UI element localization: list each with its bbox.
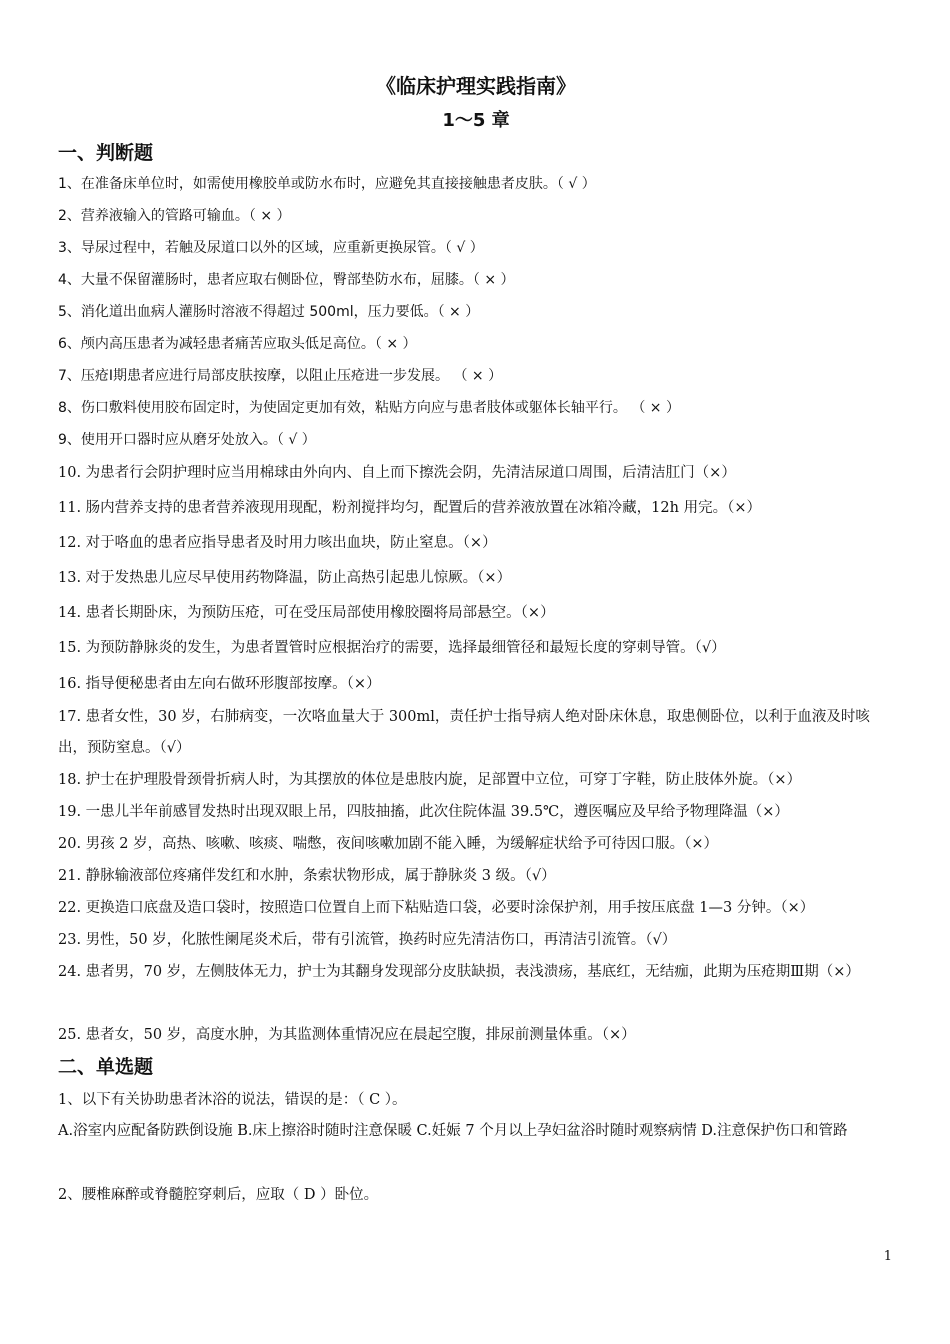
section-heading-single-choice: 二、单选题 bbox=[58, 1056, 154, 1078]
question-item: 22. 更换造口底盘及造口袋时，按照造口位置自上而下粘贴造口袋，必要时涂保护剂，用手按压底盘 1—3 分钟。（×） bbox=[58, 900, 815, 916]
question-item: 11. 肠内营养支持的患者营养液现用现配，粉剂搅拌均匀，配置后的营养液放置在冰箱冷藏，12h 用完。（×） bbox=[58, 500, 761, 516]
question-item: 6、颅内高压患者为减轻患者痛苦应取头低足高位。（ × ） bbox=[58, 336, 417, 352]
question-item: 15. 为预防静脉炎的发生，为患者置管时应根据治疗的需要，选择最细管径和最短长度的穿刺导管。（√） bbox=[58, 640, 726, 656]
question-item: 8、伤口敷料使用胶布固定时，为使固定更加有效，粘贴方向应与患者肢体或躯体长轴平行。 （ × ） bbox=[58, 400, 680, 416]
question-item: 21. 静脉输液部位疼痛伴发红和水肿，条索状物形成，属于静脉炎 3 级。（√） bbox=[58, 868, 556, 884]
question-item: 1、以下有关协助患者沐浴的说法，错误的是：（ C ）。 bbox=[58, 1092, 407, 1108]
question-options: A.浴室内应配备防跌倒设施 B.床上擦浴时随时注意保暖 C.妊娠 7 个月以上孕妇盆浴时随时观察病情 D.注意保护伤口和管路 bbox=[58, 1123, 848, 1139]
question-item: 13. 对于发热患儿应尽早使用药物降温，防止高热引起患儿惊厥。（×） bbox=[58, 570, 512, 586]
question-item: 12. 对于咯血的患者应指导患者及时用力咳出血块，防止窒息。（×） bbox=[58, 535, 497, 551]
question-item: 20. 男孩 2 岁，高热、咳嗽、咳痰、喘憋，夜间咳嗽加剧不能入睡，为缓解症状给予可待因口服。（×） bbox=[58, 836, 719, 852]
question-item: 5、消化道出血病人灌肠时溶液不得超过 500ml，压力要低。（ × ） bbox=[58, 304, 480, 320]
question-item: 2、腰椎麻醉或脊髓腔穿刺后，应取（ D ）卧位。 bbox=[58, 1187, 379, 1203]
question-item: 16. 指导便秘患者由左向右做环形腹部按摩。（×） bbox=[58, 676, 381, 692]
section-heading-true-false: 一、判断题 bbox=[58, 142, 154, 164]
question-item: 14. 患者长期卧床，为预防压疮，可在受压局部使用橡胶圈将局部悬空。（×） bbox=[58, 605, 555, 621]
question-item: 23. 男性，50 岁，化脓性阑尾炎术后，带有引流管，换药时应先清洁伤口，再清洁引流管。（√） bbox=[58, 932, 677, 948]
page-number: 1 bbox=[883, 1249, 892, 1264]
question-item: 1、在准备床单位时，如需使用橡胶单或防水布时，应避免其直接接触患者皮肤。（ √ ） bbox=[58, 176, 596, 192]
question-item: 19. 一患儿半年前感冒发热时出现双眼上吊，四肢抽搐，此次住院体温 39.5℃，遵医嘱应及早给予物理降温（×） bbox=[58, 804, 789, 820]
question-item: 9、使用开口器时应从磨牙处放入。（ √ ） bbox=[58, 432, 316, 448]
question-item: 24. 患者男，70 岁，左侧肢体无力，护士为其翻身发现部分皮肤缺损，表浅溃疡，基底红，无结痂，此期为压疮期Ⅲ期（×） bbox=[58, 964, 860, 980]
question-item: 18. 护士在护理股骨颈骨折病人时，为其摆放的体位是患肢内旋，足部置中立位，可穿丁字鞋，防止肢体外旋。（×） bbox=[58, 772, 802, 788]
question-item: 25. 患者女，50 岁，高度水肿，为其监测体重情况应在晨起空腹，排尿前测量体重。（×） bbox=[58, 1027, 636, 1043]
question-item: 4、大量不保留灌肠时，患者应取右侧卧位，臀部垫防水布，屈膝。（ × ） bbox=[58, 272, 515, 288]
question-item: 7、压疮Ⅰ期患者应进行局部皮肤按摩，以阻止压疮进一步发展。 （ × ） bbox=[58, 368, 503, 384]
question-item: 2、营养液输入的管路可输血。（ × ） bbox=[58, 208, 291, 224]
document-subtitle: 1～5 章 bbox=[442, 110, 510, 131]
question-item: 3、导尿过程中，若触及尿道口以外的区域，应重新更换尿管。（ √ ） bbox=[58, 240, 484, 256]
document-title: 《临床护理实践指南》 bbox=[376, 74, 576, 98]
question-item: 17. 患者女性，30 岁，右肺病变，一次咯血量大于 300ml，责任护士指导病人绝对卧床休息，取患侧卧位，以利于血液及时咳出，预防窒息。（√） bbox=[58, 709, 870, 756]
question-item: 10. 为患者行会阴护理时应当用棉球由外向内、自上而下擦洗会阴，先清洁尿道口周围，后清洁肛门（×） bbox=[58, 465, 736, 481]
